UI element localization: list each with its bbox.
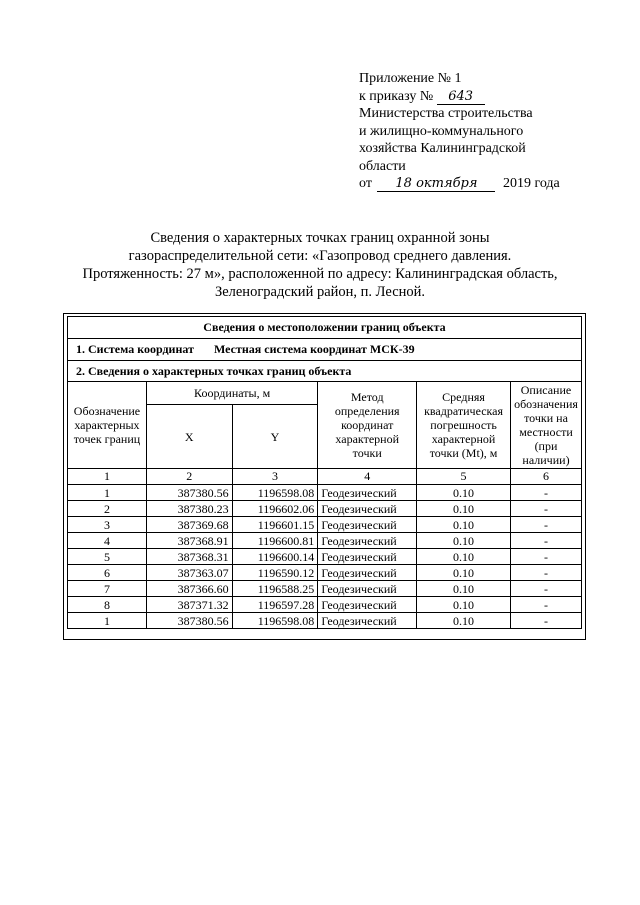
table-row [68,581,582,597]
cell-x: 387371.32 [146,597,232,613]
column-numbers-row [68,469,582,485]
table-header: Сведения о местоположении границ объекта [68,317,582,339]
cell-description: - [510,565,581,581]
col-number: 1 [68,469,147,485]
col-header-method: Метод определения координат характерной точки [318,382,417,469]
cell-y: 1196588.25 [232,581,318,597]
col-number: 4 [318,469,417,485]
date-line [359,175,619,193]
cell-x: 387368.31 [146,549,232,565]
cell-error: 0.10 [417,485,511,501]
cell-description: - [510,549,581,565]
cell-x: 387380.56 [146,485,232,501]
table-row [68,485,582,501]
ministry-line-4: области [359,158,406,174]
col-header-point: Обозначение характерных точек границ [68,382,147,469]
order-prefix: к приказу № [359,88,434,104]
cell-description: - [510,613,581,629]
cell-y: 1196590.12 [232,565,318,581]
col-header-x: X [146,405,232,469]
cell-point: 1 [68,613,147,629]
table-row [68,533,582,549]
cell-point: 6 [68,565,147,581]
cell-y: 1196601.15 [232,517,318,533]
col-number: 6 [510,469,581,485]
cell-method: Геодезический [318,485,417,501]
boundary-points-table [67,316,582,629]
cell-point: 2 [68,501,147,517]
coordinate-system-value: Местная система координат МСК-39 [213,342,415,356]
col-number: 3 [232,469,318,485]
order-number-handwritten: 643 [437,90,485,105]
cell-y: 1196597.28 [232,597,318,613]
cell-description: - [510,485,581,501]
cell-point: 3 [68,517,147,533]
cell-method: Геодезический [318,501,417,517]
table-row [68,501,582,517]
cell-method: Геодезический [318,597,417,613]
coordinate-system-label: 1. Система координат [76,342,194,356]
appendix-title: Приложение № 1 [359,71,462,86]
cell-method: Геодезический [318,549,417,565]
title-line-1: Сведения о характерных точках границ охранной зоны [150,230,490,246]
col-number: 2 [146,469,232,485]
cell-description: - [510,517,581,533]
section-2-header: 2. Сведения о характерных точках границ объекта [68,361,582,382]
cell-x: 387380.56 [146,613,232,629]
cell-method: Геодезический [318,565,417,581]
cell-error: 0.10 [417,533,511,549]
col-header-y: Y [232,405,318,469]
date-suffix: 2019 года [502,176,560,191]
cell-y: 1196600.14 [232,549,318,565]
cell-error: 0.10 [417,565,511,581]
cell-point: 8 [68,597,147,613]
cell-description: - [510,501,581,517]
cell-error: 0.10 [417,613,511,629]
cell-x: 387369.68 [146,517,232,533]
ministry-line-1: Министерства строительства [359,106,533,121]
table-row [68,613,582,629]
ministry-line-2: и жилищно-коммунального [359,123,524,139]
cell-method: Геодезический [318,613,417,629]
cell-point: 1 [68,485,147,501]
appendix-block [359,70,619,193]
date-prefix: от [359,176,372,191]
title-line-4: Зеленоградский район, п. Лесной. [214,284,426,300]
cell-x: 387368.91 [146,533,232,549]
col-header-error: Средняя квадратическая погрешность характерной точки (Mt), м [417,382,511,469]
cell-method: Геодезический [318,533,417,549]
cell-description: - [510,533,581,549]
cell-error: 0.10 [417,501,511,517]
cell-y: 1196598.08 [232,613,318,629]
cell-method: Геодезический [318,517,417,533]
col-header-coordinates: Координаты, м [146,382,317,405]
cell-error: 0.10 [417,581,511,597]
cell-error: 0.10 [417,517,511,533]
cell-point: 5 [68,549,147,565]
table-row [68,517,582,533]
cell-x: 387363.07 [146,565,232,581]
cell-error: 0.10 [417,549,511,565]
cell-error: 0.10 [417,597,511,613]
table-row [68,597,582,613]
cell-point: 4 [68,533,147,549]
col-number: 5 [417,469,511,485]
cell-description: - [510,597,581,613]
cell-x: 387366.60 [146,581,232,597]
title-line-2: газораспределительной сети: «Газопровод среднего давления. [128,248,512,264]
title-line-3: Протяженность: 27 м», расположенной по адресу: Калининградская область, [82,266,558,282]
document-title [60,229,580,301]
coordinate-system-row [68,339,582,361]
table-row [68,565,582,581]
cell-x: 387380.23 [146,501,232,517]
order-line [359,88,619,106]
table-row [68,549,582,565]
col-header-description: Описание обозначения точки на местности (при наличии) [510,382,581,469]
date-handwritten: 18 октября [377,177,495,192]
cell-y: 1196600.81 [232,533,318,549]
cell-y: 1196598.08 [232,485,318,501]
cell-method: Геодезический [318,581,417,597]
cell-point: 7 [68,581,147,597]
cell-y: 1196602.06 [232,501,318,517]
ministry-line-3: хозяйства Калининградской [359,141,526,156]
cell-description: - [510,581,581,597]
